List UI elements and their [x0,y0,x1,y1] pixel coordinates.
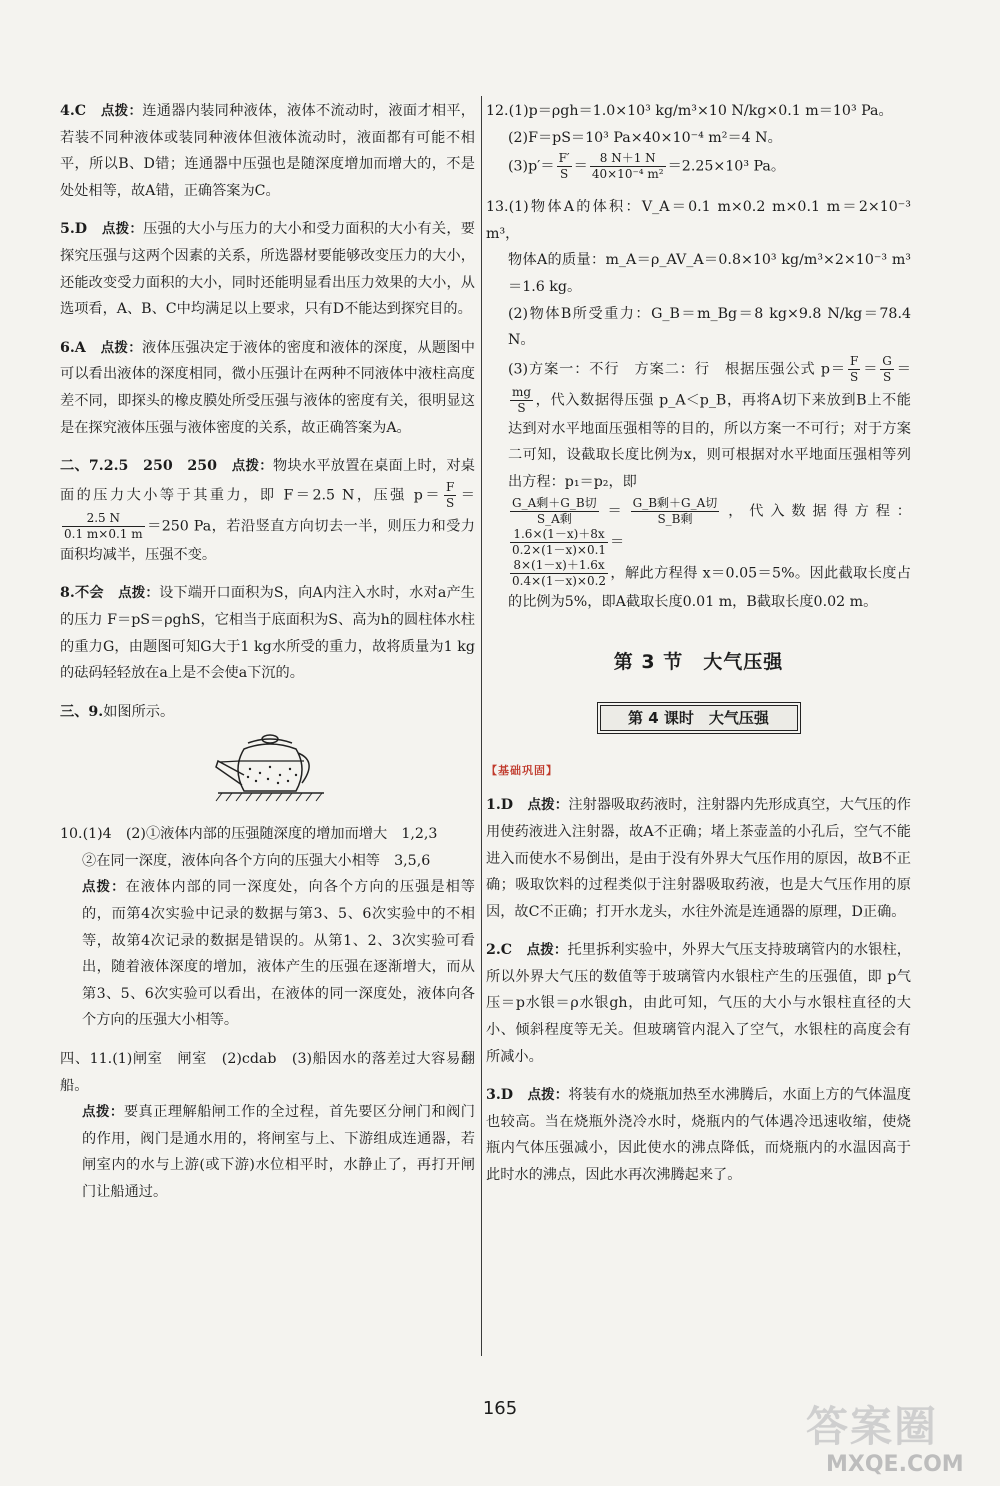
fraction-denominator: S [882,369,892,384]
answer-line: (2)F＝pS＝10³ Pa×40×10⁻⁴ m²＝4 N。 [508,129,782,146]
hint-label: 点拨： [82,879,126,896]
answer-13: 13.(1)物体A的体积：V_A＝0.1 m×0.2 m×0.1 m＝2×10⁻³ m³， 物体A的质量：m_A＝ρ_AV_A＝0.8×10³ kg/m³×2×10⁻³ m³＝1.6 kg。 (2)物体B所受重力：G_B＝m_Bg＝8 kg×9.8 N/kg＝78.4 N。 (3)方案一：不行 方案二：行 根据压强公式 p＝ $\frac{F}{S}$ ＝ $\frac{G}{S}$ ＝ $\frac{mg}{S}$ ，代入数据得压强 p_A＜p_B，再将A切下来放到B上不能达到对水平地面压强相等的目的，所以方案一不可行；对于方案二可知，设截取长度比例为x，则可根据对水平地面压强相等列出方程：p₁＝p₂，即 $\frac{\text{G\_A剩＋G\_B切}}{\text{S\_A剩}}$ ＝ $\frac{\text{G\_B剩＋G\_A切}}{\text{S\_B剩}}$ ，代入数据得方程： $\frac{1.6\times(1-x)+8x}{0.2\times(1-x)\times 0.1}$ ＝ $\frac{8\times(1-x)+1.6x}{0.4\times(1-x)\times 0.2}$ ，解此方程得 x＝0.05＝5%。因此截取长度占的比例为5%，即A截取长度0.01 m，B截取长度0.02 m。 [486,194,911,615]
hint-label: 点拨： [100,339,143,356]
answer-line: 13.(1)物体A的体积：V_A＝0.1 m×0.2 m×0.1 m＝2×10⁻³ m³， [486,199,911,242]
fraction-denominator: S [446,495,455,510]
basic-answer-3 [486,1082,911,1188]
answer-head: 1.D [486,797,514,814]
answer-line: (2)物体B所受重力：G_B＝m_Bg＝8 kg×9.8 N/kg＝78.4 N。 [508,305,911,349]
answer-9 [60,699,475,810]
answer-text: 要真正理解船闸工作的全过程，首先要区分闸门和阀门的作用，阀门是通水用的，将闸室与上、下游组成连通器，若闸室内的水与上游(或下游)水位相平时，水静止了，再打开闸门让船通过。 [82,1104,475,1200]
lesson-title-box [597,702,801,734]
basic-answer-2 [486,937,911,1070]
fraction-numerator: mg [512,384,532,399]
watermark-url: MXQE.COM [826,1452,964,1477]
watermark-logo: 答案圈 [806,1402,939,1451]
fraction-denominator: S [560,167,569,182]
fraction [510,496,599,527]
fraction [444,480,456,511]
answer-5 [60,216,475,322]
answer-text: ，代入数据得压强 p_A＜p_B，再将A切下来放到B上不能达到对水平地面压强相等的目的，所以方案一不可行；对于方案二可知，设截取长度比例为x，则可根据对水平地面压强相等列出方程：p₁＝p₂，即 [508,392,911,490]
hint-label: 点拨： [526,942,568,959]
hint-label: 点拨： [101,221,144,238]
answer-line: 12.(1)p＝ρgh＝1.0×10³ kg/m³×10 N/kg×0.1 m＝10³ Pa。 [486,103,893,119]
fraction-denominator: S_A剩 [536,511,572,526]
fraction-numerator: 8×(1－x)＋1.6x [510,558,608,574]
answer-text: ＝2.25×10³ Pa。 [667,158,786,175]
fraction [510,558,608,589]
fraction-denominator: 40×10⁻⁴ m² [591,167,664,182]
fraction-numerator: G [882,353,892,368]
fraction-denominator: S [517,400,526,415]
fraction-numerator: G_B剩＋G_A切 [632,495,718,510]
answer-text: 液体压强决定于液体的密度和液体的深度，从题图中可以看出液体的深度相同，微小压强计在两种不同液体中液柱高度差不同，即探头的橡皮膜处所受压强与液体的密度有关，很明显这是在探究液体压强与液体密度的关系，故正确答案为A。 [60,339,475,436]
answer-4 [60,98,475,204]
section-tag: 【基础巩固】 [486,763,558,777]
answer-text: 物块水平放置在桌面上时，对桌面的压力大小等于其重力，即 F＝2.5 N，压强 p＝ [60,458,475,504]
fraction [62,511,145,542]
page-number: 165 [482,1398,518,1419]
equals-sign: ＝ [573,158,588,175]
fraction [510,527,608,558]
answer-11 [60,1046,475,1206]
answer-text: ，解此方程得 x＝0.05＝5%。因此截取长度占的比例为5%，即A截取长度0.01 m，B截取长度0.02 m。 [508,565,911,610]
answer-head: 4.C [60,103,87,119]
column-divider [481,96,482,1356]
basic-answer-1 [486,792,911,925]
hint-label: 点拨： [82,1104,124,1121]
answer-12 [486,98,911,182]
teapot-figure [208,731,328,809]
hint-label: 点拨： [118,585,160,602]
answer-text: 托里拆利实验中，外界大气压支持玻璃管内的水银柱，所以外界大气压的数值等于玻璃管内水银柱产生的压强值，即 p气压＝p水银＝ρ水银gh，由此可知，气压的大小与水银柱直径的大小、倾斜程度等无关。但玻璃管内混入了空气，水银柱的高度会有所减小。 [486,942,911,1065]
fraction-denominator: S_B剩 [657,511,693,526]
fraction-numerator: G_A剩＋G_B切 [512,495,597,510]
fraction-numerator: 1.6×(1－x)＋8x [510,527,608,543]
answer-line: ②在同一深度，液体向各个方向的压强大小相等 3,5,6 [82,852,431,869]
hint-label: 点拨： [527,1087,569,1104]
answer-head: 8.不会 [60,585,104,602]
answer-8 [60,580,475,686]
answer-text: 连通器内装同种液体，液体不流动时，液面才相平，若装不同种液体或装同种液体但液体流动时，液面都有可能不相平，所以B、D错；连通器中压强也是随深度增加而增大的，不是处处相等，故A错，正确答案为C。 [60,103,475,199]
answer-text: 将装有水的烧瓶加热至水沸腾后，水面上方的气体温度也较高。当在烧瓶外浇冷水时，烧瓶内的气体遇冷迅速收缩，使烧瓶内气体压强减小，因此使水的沸点降低，而烧瓶内的水温因高于此时水的沸点，因此水再次沸腾起来了。 [486,1087,911,1184]
answer-line: 10.(1)4 (2)①液体内部的压强随深度的增加而增大 1,2,3 [60,826,438,843]
fraction-denominator: 0.1 m×0.1 m [64,526,143,541]
answer-head: 2.C [486,942,513,959]
answer-head: 5.D [60,221,88,238]
answer-text: 压强的大小与压力的大小和受力面积的大小有关，要探究压强与这两个因素的关系，所选器材要能够改变压力的大小，还能改变受力面积的大小，同时还能明显看出压力效果的大小，从选项看，A、B、C中均满足以上要求，只有D不能达到探究目的。 [60,221,475,318]
fraction-denominator: 0.4×(1－x)×0.2 [512,573,607,588]
fraction [631,496,720,527]
fraction-numerator: F′ [558,151,570,166]
fraction-numerator: F [849,353,859,368]
fraction [557,151,572,182]
answer-7 [60,453,475,568]
fraction [510,385,533,416]
right-column [486,98,911,1201]
fraction-denominator: S [850,369,859,384]
fraction-numerator: F [446,479,455,494]
fraction [590,151,666,182]
answer-10 [60,821,475,1034]
answer-head: 3.D [486,1087,514,1104]
hint-label: 点拨： [527,797,569,814]
hint-label: 点拨： [231,458,274,475]
answer-line: 物体A的质量：m_A＝ρ_AV_A＝0.8×10³ kg/m³×2×10⁻³ m³＝1.6 kg。 [508,252,911,295]
lesson-title: 第 4 课时 大气压强 [600,705,798,731]
left-column [60,98,475,1218]
hint-label: 点拨： [100,103,143,119]
answer-text: (3)p′＝ [508,158,555,175]
answer-head: 三、9. [60,703,104,720]
answer-head: 二、7.2.5 250 250 [60,458,218,475]
equals-sign: ＝ [458,487,475,504]
fraction-numerator: 2.5 N [62,511,145,527]
fraction-numerator: 8 N＋1 N [590,151,666,167]
answer-text: 设下端开口面积为S，向A内注入水时，水对a产生的压力 F＝pS＝ρghS，它相当于底面积为S、高为h的圆柱体水柱的重力G，由题图可知G大于1 kg水所受的重力，故将质量为1 kg的砝码轻轻放在a上是不会使a下沉的。 [60,585,475,682]
answer-text: ＝250 Pa，若沿竖直方向切去一半，则压力和受力面积均减半，压强不变。 [60,518,475,563]
fraction-denominator: 0.2×(1－x)×0.1 [512,542,607,557]
answer-line: 四、11.(1)闸室 闸室 (2)cdab (3)船因水的落差过大容易翻船。 [60,1051,475,1094]
fraction [880,354,894,385]
section-title: 第 3 节 大气压强 [613,651,784,674]
answer-text: (3)方案一：不行 方案二：行 根据压强公式 p＝ [508,361,846,378]
fraction [848,354,860,385]
answer-text: 在液体内部的同一深度处，向各个方向的压强是相等的，而第4次实验中记录的数据与第3、5、6次实验中的不相等，故第4次记录的数据是错误的。从第1、2、3次实验可看出，随着液体深度的增加，液体产生的压强在逐渐增大，而从第3、5、6次实验可以看出，在液体的同一深度处，液体向各个方向的压强大小相等。 [82,879,475,1029]
answer-6 [60,335,475,441]
answer-text: ，代入数据得方程： [721,503,911,520]
answer-text: 如图所示。 [103,703,175,720]
answer-text: 注射器吸取药液时，注射器内先形成真空，大气压的作用使药液进入注射器，故A不正确；堵上茶壶盖的小孔后，空气不能进入而使水不易倒出，是由于没有外界大气压作用的原因，故B不正确；吸取饮料的过程类似于注射器吸取药液，也是大气压作用的原因，故C不正确；打开水龙头，水往外流是连通器的原理，D正确。 [486,797,911,920]
answer-head: 6.A [60,339,86,356]
